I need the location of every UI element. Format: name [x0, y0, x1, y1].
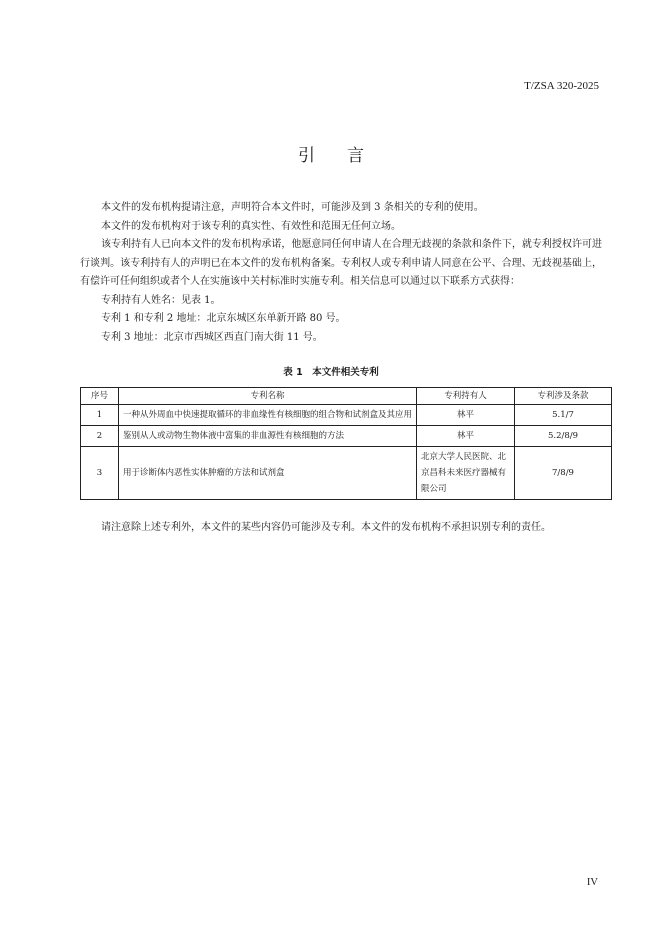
header-cell-index: 序号	[81, 388, 119, 405]
intro-paragraph: 本文件的发布机构对于该专利的真实性、有效性和范围无任何立场。	[101, 220, 401, 232]
cell-index: 2	[81, 426, 119, 447]
header-cell-name: 专利名称	[119, 388, 417, 405]
cell-holder: 林平	[417, 426, 515, 447]
table-header-row	[81, 388, 612, 405]
closing-section	[80, 518, 602, 538]
cell-clauses: 5.2/8/9	[515, 426, 612, 447]
intro-paragraph: 专利 1 和专利 2 地址：北京东城区东单新开路 80 号。	[101, 313, 346, 324]
cell-clauses: 7/8/9	[515, 447, 612, 500]
cell-index: 3	[81, 447, 119, 500]
intro-section	[80, 199, 602, 347]
table-row	[81, 426, 612, 447]
cell-holder: 北京大学人民医院、北京昌科未来医疗器械有限公司	[417, 447, 515, 500]
intro-paragraph: 本文件的发布机构提请注意，声明符合本文件时，可能涉及到 3 条相关的专利的使用。	[101, 202, 484, 213]
intro-paragraph: 专利持有人姓名：见表 1。	[101, 294, 221, 306]
table-row	[81, 405, 612, 426]
closing-paragraph: 请注意除上述专利外，本文件的某些内容仍可能涉及专利。本文件的发布机构不承担识别专利的责任。	[101, 522, 551, 533]
cell-index: 1	[81, 405, 119, 426]
page-title: 引言	[298, 146, 396, 166]
table-row	[81, 447, 612, 500]
intro-paragraph: 该专利持有人已向本文件的发布机构承诺，他愿意同任何申请人在合理无歧视的条款和条件下，就专利授权许可进行谈判。该专利持有人的声明已在本文件的发布机构备案。专利权人或专利申请人同意在公平、合理、无歧视基础上，有偿许可任何组织或者个人在实施该中关村标准时实施专利。相关信息可以通过以下联系方式获得：	[80, 239, 602, 287]
cell-holder: 林平	[417, 405, 515, 426]
table-caption: 表 1 本文件相关专利	[283, 367, 379, 378]
header-cell-holder: 专利持有人	[417, 388, 515, 405]
cell-name: 鉴别从人或动物生物体液中富集的非血源性有核细胞的方法	[119, 426, 417, 447]
header-cell-clauses: 专利涉及条款	[515, 388, 612, 405]
cell-name: 一种从外周血中快速提取循环的非血缘性有核细胞的组合物和试剂盒及其应用	[119, 405, 417, 426]
intro-paragraph: 专利 3 地址：北京市西城区西直门南大街 11 号。	[101, 331, 323, 343]
standard-number: T/ZSA 320-2025	[524, 80, 599, 92]
patent-table	[80, 387, 612, 500]
cell-name: 用于诊断体内恶性实体肿瘤的方法和试剂盒	[119, 447, 417, 500]
page-number: IV	[586, 877, 598, 888]
cell-clauses: 5.1/7	[515, 405, 612, 426]
